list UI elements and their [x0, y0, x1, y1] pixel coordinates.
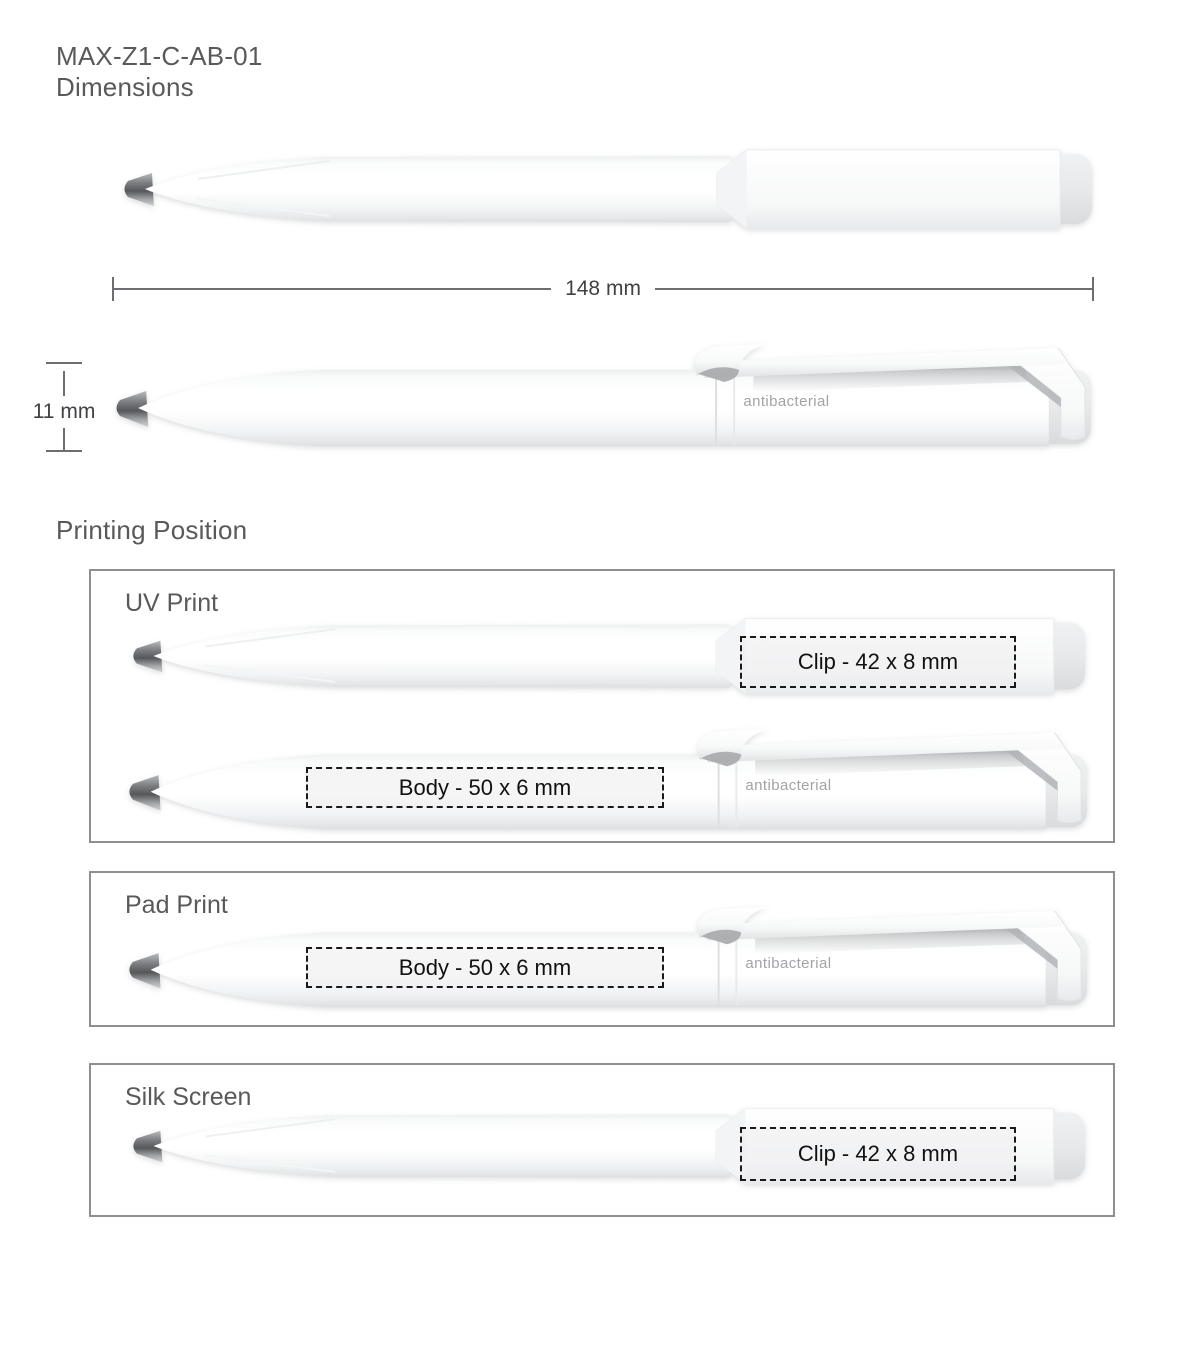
print-area-body: [306, 767, 664, 808]
section-uv-print: [89, 569, 1115, 843]
print-area-clip: [740, 636, 1016, 688]
length-dimension-label: 148 mm: [565, 277, 641, 300]
print-area-body: [306, 947, 664, 988]
height-dimension-label: 11 mm: [32, 400, 96, 423]
dimension-tick-bottom: [46, 450, 82, 452]
print-area-body-label: Body - 50 x 6 mm: [398, 954, 572, 980]
barrel-imprint-text: antibacterial: [743, 392, 830, 410]
printing-position-heading: Printing Position: [56, 515, 248, 545]
section-pad-print-label: Pad Print: [125, 891, 228, 919]
section-silk-screen-label: Silk Screen: [125, 1083, 252, 1111]
print-area-clip: [740, 1127, 1016, 1181]
dimension-rule: [63, 371, 65, 396]
section-silk-screen: [89, 1063, 1115, 1217]
dimensions-title: Dimensions: [56, 72, 194, 102]
pen-side-view-image: [110, 340, 1095, 452]
pen-top-view-image: [118, 143, 1096, 235]
print-area-body-label: Body - 50 x 6 mm: [398, 774, 572, 800]
dimension-tick-right: [1092, 277, 1094, 301]
barrel-imprint-text: antibacterial: [745, 776, 832, 794]
product-code: MAX-Z1-C-AB-01: [56, 41, 263, 71]
print-area-clip-label: Clip - 42 x 8 mm: [797, 649, 959, 674]
dimension-tick-top: [46, 362, 82, 364]
barrel-imprint-text: antibacterial: [745, 954, 832, 972]
section-pad-print: [89, 871, 1115, 1027]
length-dimension: [112, 277, 1094, 301]
dimension-rule: [63, 428, 65, 450]
dimension-rule: [114, 288, 551, 290]
dimension-rule: [655, 288, 1092, 290]
print-area-clip-label: Clip - 42 x 8 mm: [797, 1141, 959, 1166]
section-uv-print-label: UV Print: [125, 589, 219, 617]
